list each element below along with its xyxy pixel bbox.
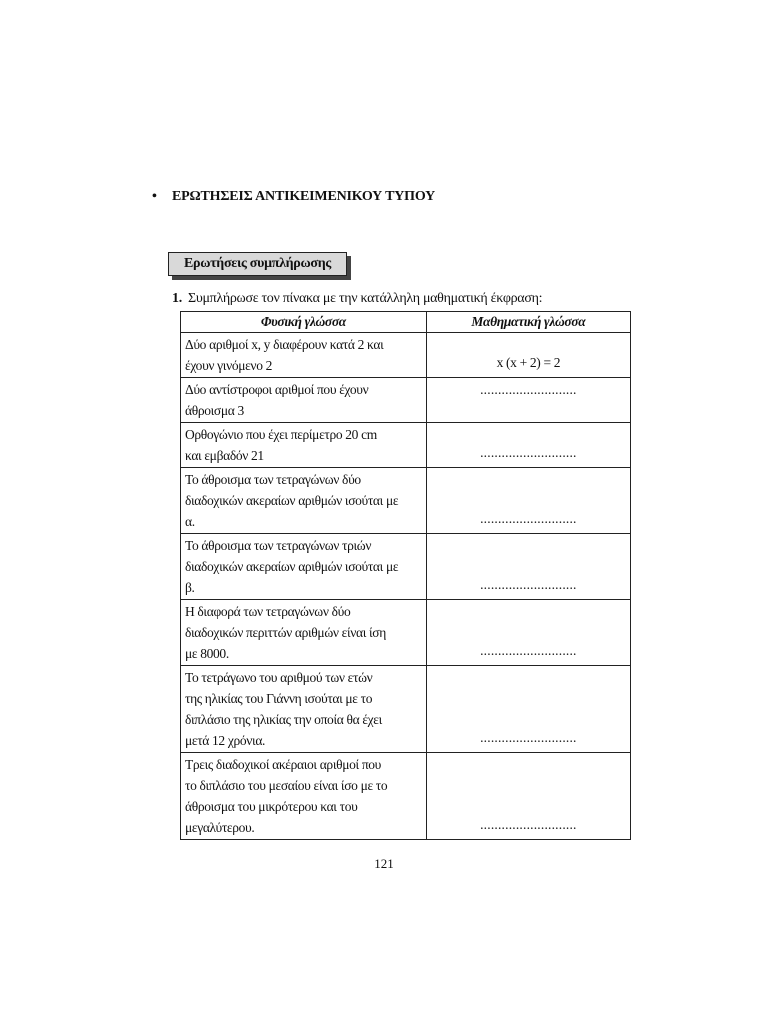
cell-line: άθροισμα 3: [185, 403, 244, 418]
section-label-box: [168, 252, 351, 280]
table-row: [181, 423, 631, 468]
cell-line: μετά 12 χρόνια.: [185, 733, 266, 748]
cell-line: διπλάσιο της ηλικίας την οποία θα έχει: [185, 712, 382, 727]
math-expression-cell: x (x + 2) = 2: [426, 333, 630, 378]
math-blank-cell[interactable]: ...........................: [426, 666, 630, 753]
natural-language-cell: [181, 468, 427, 534]
math-blank-cell[interactable]: ...........................: [426, 468, 630, 534]
page-number: 121: [374, 856, 394, 871]
question-prompt: [172, 291, 542, 307]
question-number: 1.: [172, 291, 182, 306]
cell-line: α.: [185, 514, 195, 529]
cell-line: διαδοχικών ακεραίων αριθμών ισούται με: [185, 493, 399, 508]
table-row: [181, 378, 631, 423]
cell-line: το διπλάσιο του μεσαίου είναι ίσο με το: [185, 778, 388, 793]
natural-language-cell: [181, 600, 427, 666]
cell-line: Δύο αντίστροφοι αριθμοί που έχουν: [185, 382, 369, 397]
section-heading: [152, 189, 435, 205]
cell-line: και εμβαδόν 21: [185, 448, 264, 463]
section-heading-text: ΕΡΩΤΗΣΕΙΣ ΑΝΤΙΚΕΙΜΕΝΙΚΟΥ ΤΥΠΟΥ: [172, 189, 436, 204]
cell-line: μεγαλύτερου.: [185, 820, 255, 835]
cell-line: έχουν γινόμενο 2: [185, 358, 273, 373]
cell-line: Η διαφορά των τετραγώνων δύο: [185, 604, 351, 619]
cell-line: διαδοχικών περιττών αριθμών είναι ίση: [185, 625, 386, 640]
section-label: Ερωτήσεις συμπλήρωσης: [168, 252, 347, 276]
bullet-icon: •: [152, 189, 157, 204]
cell-line: Το άθροισμα των τετραγώνων δύο: [185, 472, 361, 487]
table-row: [181, 333, 631, 378]
cell-line: με 8000.: [185, 646, 229, 661]
table-row: [181, 666, 631, 753]
cell-line: της ηλικίας του Γιάννη ισούται με το: [185, 691, 373, 706]
math-blank-cell[interactable]: ...........................: [426, 600, 630, 666]
cell-line: άθροισμα του μικρότερου και του: [185, 799, 358, 814]
table-row: [181, 600, 631, 666]
header-natural-language: Φυσική γλώσσα: [181, 312, 427, 333]
translation-table: [180, 311, 631, 840]
cell-line: Δύο αριθμοί x, y διαφέρουν κατά 2 και: [185, 337, 384, 352]
table-row: [181, 468, 631, 534]
math-blank-cell[interactable]: ...........................: [426, 534, 630, 600]
natural-language-cell: [181, 423, 427, 468]
question-text: Συμπλήρωσε τον πίνακα με την κατάλληλη μαθηματική έκφραση:: [188, 291, 543, 306]
table-row: [181, 534, 631, 600]
natural-language-cell: [181, 534, 427, 600]
cell-line: β.: [185, 580, 195, 595]
header-math-language: Μαθηματική γλώσσα: [426, 312, 630, 333]
cell-line: Το άθροισμα των τετραγώνων τριών: [185, 538, 372, 553]
table-header-row: [181, 312, 631, 333]
natural-language-cell: [181, 666, 427, 753]
cell-line: διαδοχικών ακεραίων αριθμών ισούται με: [185, 559, 399, 574]
math-blank-cell[interactable]: ...........................: [426, 423, 630, 468]
cell-line: Τρεις διαδοχικοί ακέραιοι αριθμοί που: [185, 757, 382, 772]
cell-line: Ορθογώνιο που έχει περίμετρο 20 cm: [185, 427, 377, 442]
natural-language-cell: [181, 378, 427, 423]
math-blank-cell[interactable]: ...........................: [426, 753, 630, 840]
math-blank-cell[interactable]: ...........................: [426, 378, 630, 423]
table-row: [181, 753, 631, 840]
natural-language-cell: [181, 333, 427, 378]
cell-line: Το τετράγωνο του αριθμού των ετών: [185, 670, 373, 685]
natural-language-cell: [181, 753, 427, 840]
